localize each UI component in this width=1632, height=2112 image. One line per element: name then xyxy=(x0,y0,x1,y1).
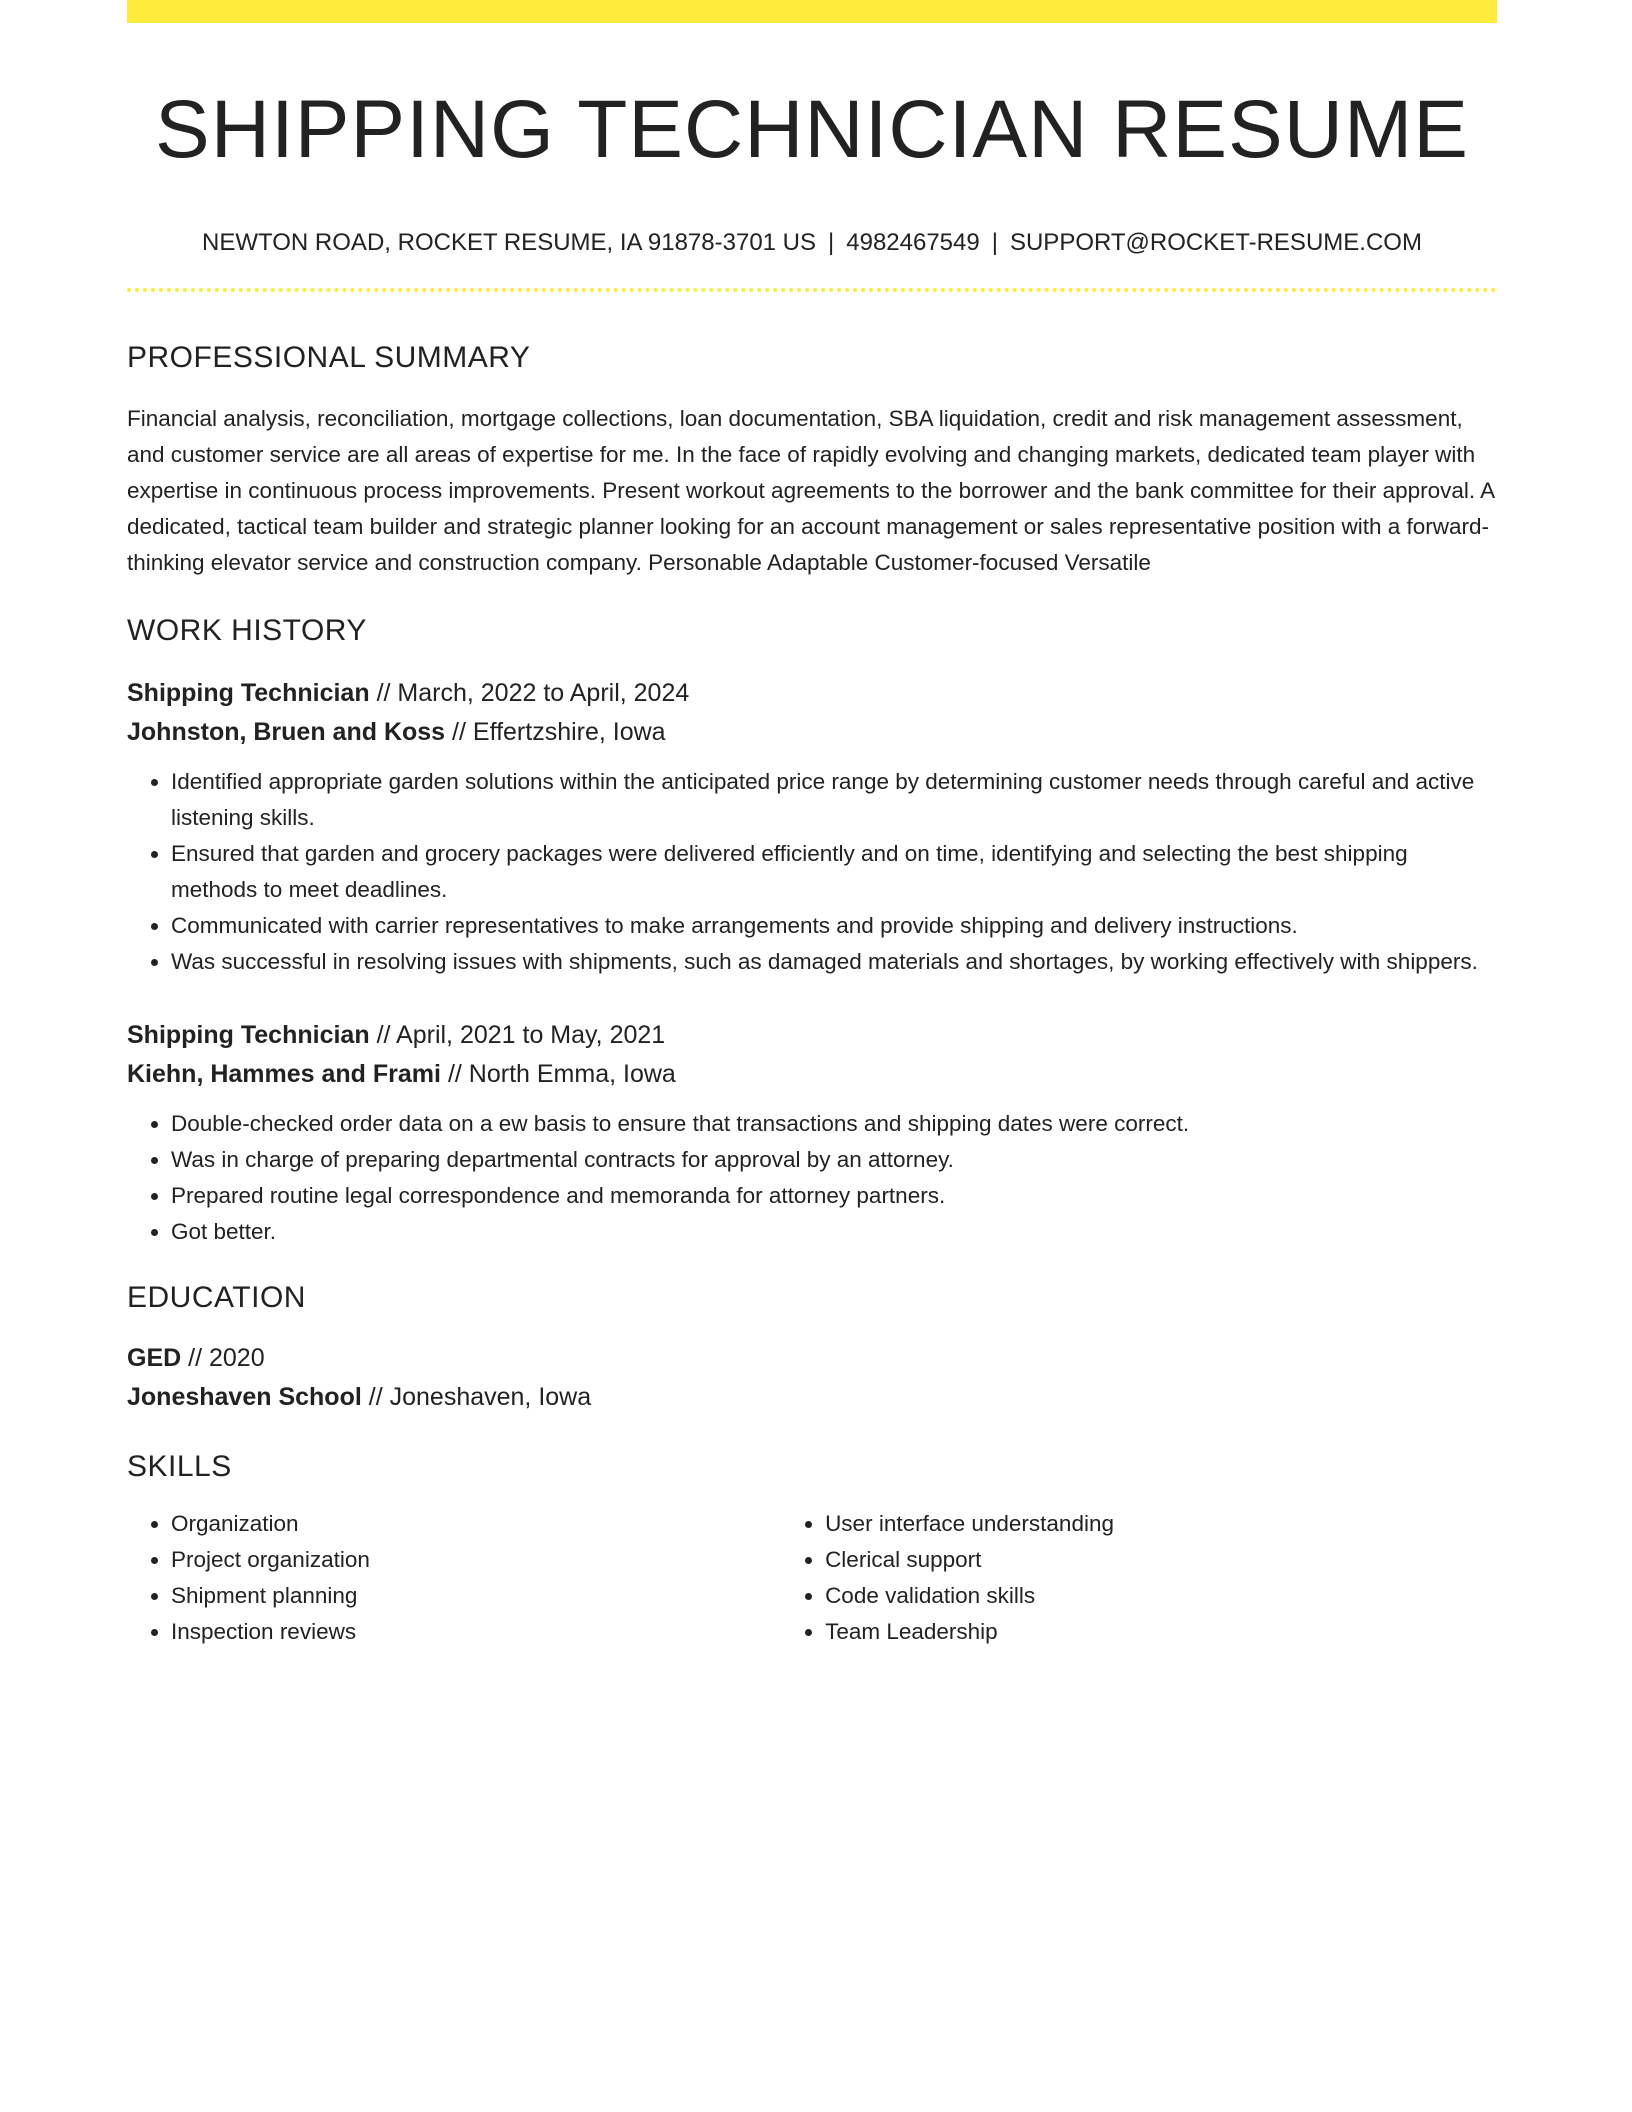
resume-page xyxy=(127,0,1497,1650)
contact-phone: 4982467549 xyxy=(846,229,980,257)
job-dates: March, 2022 to April, 2024 xyxy=(397,679,690,708)
job-delimiter: // xyxy=(376,1021,391,1050)
education-location: Joneshaven, Iowa xyxy=(389,1383,592,1412)
section-title-work-history: WORK HISTORY xyxy=(127,614,367,648)
education-degree: GED xyxy=(127,1344,182,1373)
job-entry xyxy=(127,1016,1497,1250)
job-bullet: • Communicated with carrier representatives to make arrangements and provide shipping and delivery instructions. xyxy=(171,908,1497,944)
contact-line xyxy=(127,227,1497,258)
job-bullet: • Was in charge of preparing departmental contracts for approval by an attorney. xyxy=(171,1142,1497,1178)
dotted-divider xyxy=(127,288,1497,292)
job-location: North Emma, Iowa xyxy=(468,1060,676,1089)
job-entry xyxy=(127,674,1497,980)
contact-separator: | xyxy=(828,229,835,257)
job-bullet: • Got better. xyxy=(171,1214,1497,1250)
contact-separator: | xyxy=(991,229,998,257)
job-company-line xyxy=(127,1055,1497,1094)
job-bullets xyxy=(127,1106,1497,1250)
skill-item: • Project organization xyxy=(171,1542,781,1578)
skill-item: • Code validation skills xyxy=(825,1578,1497,1614)
skills-list-right xyxy=(781,1506,1497,1650)
job-role: Shipping Technician xyxy=(127,1021,370,1050)
job-bullets xyxy=(127,764,1497,980)
job-bullet: • Ensured that garden and grocery packages were delivered efficiently and on time, identifying and selecting the best shipping methods to meet deadlines. xyxy=(171,836,1497,908)
job-bullet: • Identified appropriate garden solutions within the anticipated price range by determining customer needs through careful and active listening skills. xyxy=(171,764,1497,836)
skill-item: • Inspection reviews xyxy=(171,1614,781,1650)
job-company: Kiehn, Hammes and Frami xyxy=(127,1060,441,1089)
education-school: Joneshaven School xyxy=(127,1383,362,1412)
summary-text: Financial analysis, reconciliation, mortgage collections, loan documentation, SBA liquidation, credit and risk management assessment, and customer service are all areas of expertise for me. In the face of rapidly evolving and changing markets, dedicated team player with expertise in continuous process improvements. Present workout agreements to the borrower and the bank committee for their approval. A dedicated, tactical team builder and strategic planner looking for an account management or sales representative position with a forward-thinking elevator service and construction company. Personable Adaptable Customer-focused Versatile xyxy=(127,406,1494,576)
job-role-line xyxy=(127,1016,1497,1055)
contact-address: NEWTON ROAD, ROCKET RESUME, IA 91878-3701 US xyxy=(202,229,817,257)
job-company: Johnston, Bruen and Koss xyxy=(127,718,446,747)
job-role: Shipping Technician xyxy=(127,679,370,708)
education-year: 2020 xyxy=(209,1344,265,1373)
skill-item: • Organization xyxy=(171,1506,781,1542)
top-accent-bar xyxy=(127,0,1497,23)
job-location: Effertzshire, Iowa xyxy=(472,718,666,747)
skill-item: • Team Leadership xyxy=(825,1614,1497,1650)
section-title-summary: PROFESSIONAL SUMMARY xyxy=(127,341,531,375)
job-dates: April, 2021 to May, 2021 xyxy=(396,1021,666,1050)
job-bullet: • Prepared routine legal correspondence and memoranda for attorney partners. xyxy=(171,1178,1497,1214)
education-degree-line xyxy=(127,1339,1497,1378)
skill-item: • Shipment planning xyxy=(171,1578,781,1614)
skills-columns xyxy=(127,1506,1497,1650)
education-delimiter: // xyxy=(188,1344,203,1373)
job-delimiter: // xyxy=(452,718,466,747)
section-title-education: EDUCATION xyxy=(127,1281,306,1315)
education-school-line xyxy=(127,1378,1497,1417)
education-delimiter: // xyxy=(368,1383,383,1412)
skills-list-left xyxy=(127,1506,781,1650)
education-entry xyxy=(127,1339,1497,1417)
contact-email: SUPPORT@ROCKET-RESUME.COM xyxy=(1009,229,1422,257)
job-delimiter: // xyxy=(376,679,391,708)
job-bullet: • Was successful in resolving issues with shipments, such as damaged materials and shortages, by working effectively with shippers. xyxy=(171,944,1497,980)
skill-item: • User interface understanding xyxy=(825,1506,1497,1542)
job-bullet: • Double-checked order data on a ew basis to ensure that transactions and shipping dates were correct. xyxy=(171,1106,1497,1142)
resume-title: SHIPPING TECHNICIAN RESUME xyxy=(155,84,1469,175)
job-company-line xyxy=(127,713,1497,752)
section-title-skills: SKILLS xyxy=(127,1450,232,1484)
job-role-line xyxy=(127,674,1497,713)
job-delimiter: // xyxy=(447,1060,462,1089)
skill-item: • Clerical support xyxy=(825,1542,1497,1578)
